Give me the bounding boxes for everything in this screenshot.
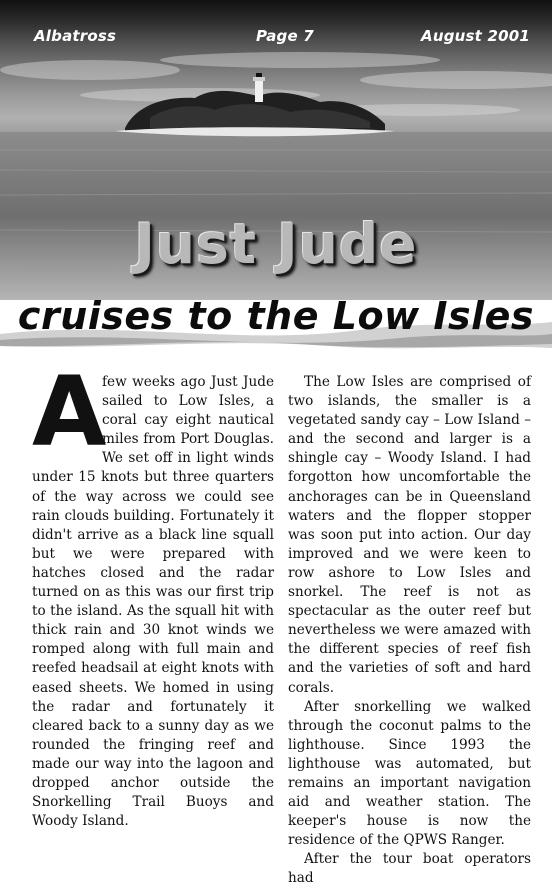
page-number: Page 7	[256, 27, 314, 45]
headline-main: Just Jude	[134, 212, 418, 276]
article-column-2	[288, 373, 531, 889]
hero-photo	[0, 0, 552, 300]
drop-cap: A	[32, 356, 107, 468]
paragraph: After the tour boat operators had	[288, 851, 531, 887]
masthead	[0, 27, 552, 51]
paragraph: After snorkelling we walked through the coconut palms to the lighthouse. Since 1993 the lighthouse was automated, but remains an important navigation aid and weather station. The keeper's house is now the residence of the QPWS Ranger.	[288, 698, 531, 849]
publication-title: Albatross	[34, 27, 117, 45]
headline-sub: cruises to the Low Isles	[17, 294, 535, 338]
paragraph: The Low Isles are comprised of two islands, the smaller is a vegetated sandy cay – Low Island – and the second and larger is a shingle cay – Woody Island. I had forgotton how uncomfortable the anchorages can be in Queensland waters and the flopper stopper was soon put into action. Our day improved and we were keen to row ashore to Low Isles and snorkel. The reef is not as spectacular as the outer reef but nevertheless we were amazed with the different species of reef fish and the varieties of soft and hard corals.	[288, 374, 531, 696]
paragraph: few weeks ago Just Jude sailed to Low Isles, a coral cay eight nautical miles from Port Douglas. We set off in light winds under 15 knots but three quarters of the way across we could see rain clouds building. Fortunately it didn't arrive as a black line squall but we were prepared with hatches closed and the radar turned on as this was our first trip to the island. As the squall hit with thick rain and 30 knot winds we romped along with full main and reefed headsail at eight knots with eased sheets. We homed in using the radar and fortunately it cleared back to a sunny day as we rounded the fringing reef and made our way into the lagoon and dropped anchor outside the Snorkelling Trail Buoys and Woody Island.	[32, 374, 274, 830]
article-column-1	[32, 356, 274, 831]
issue-date: August 2001	[421, 27, 530, 45]
